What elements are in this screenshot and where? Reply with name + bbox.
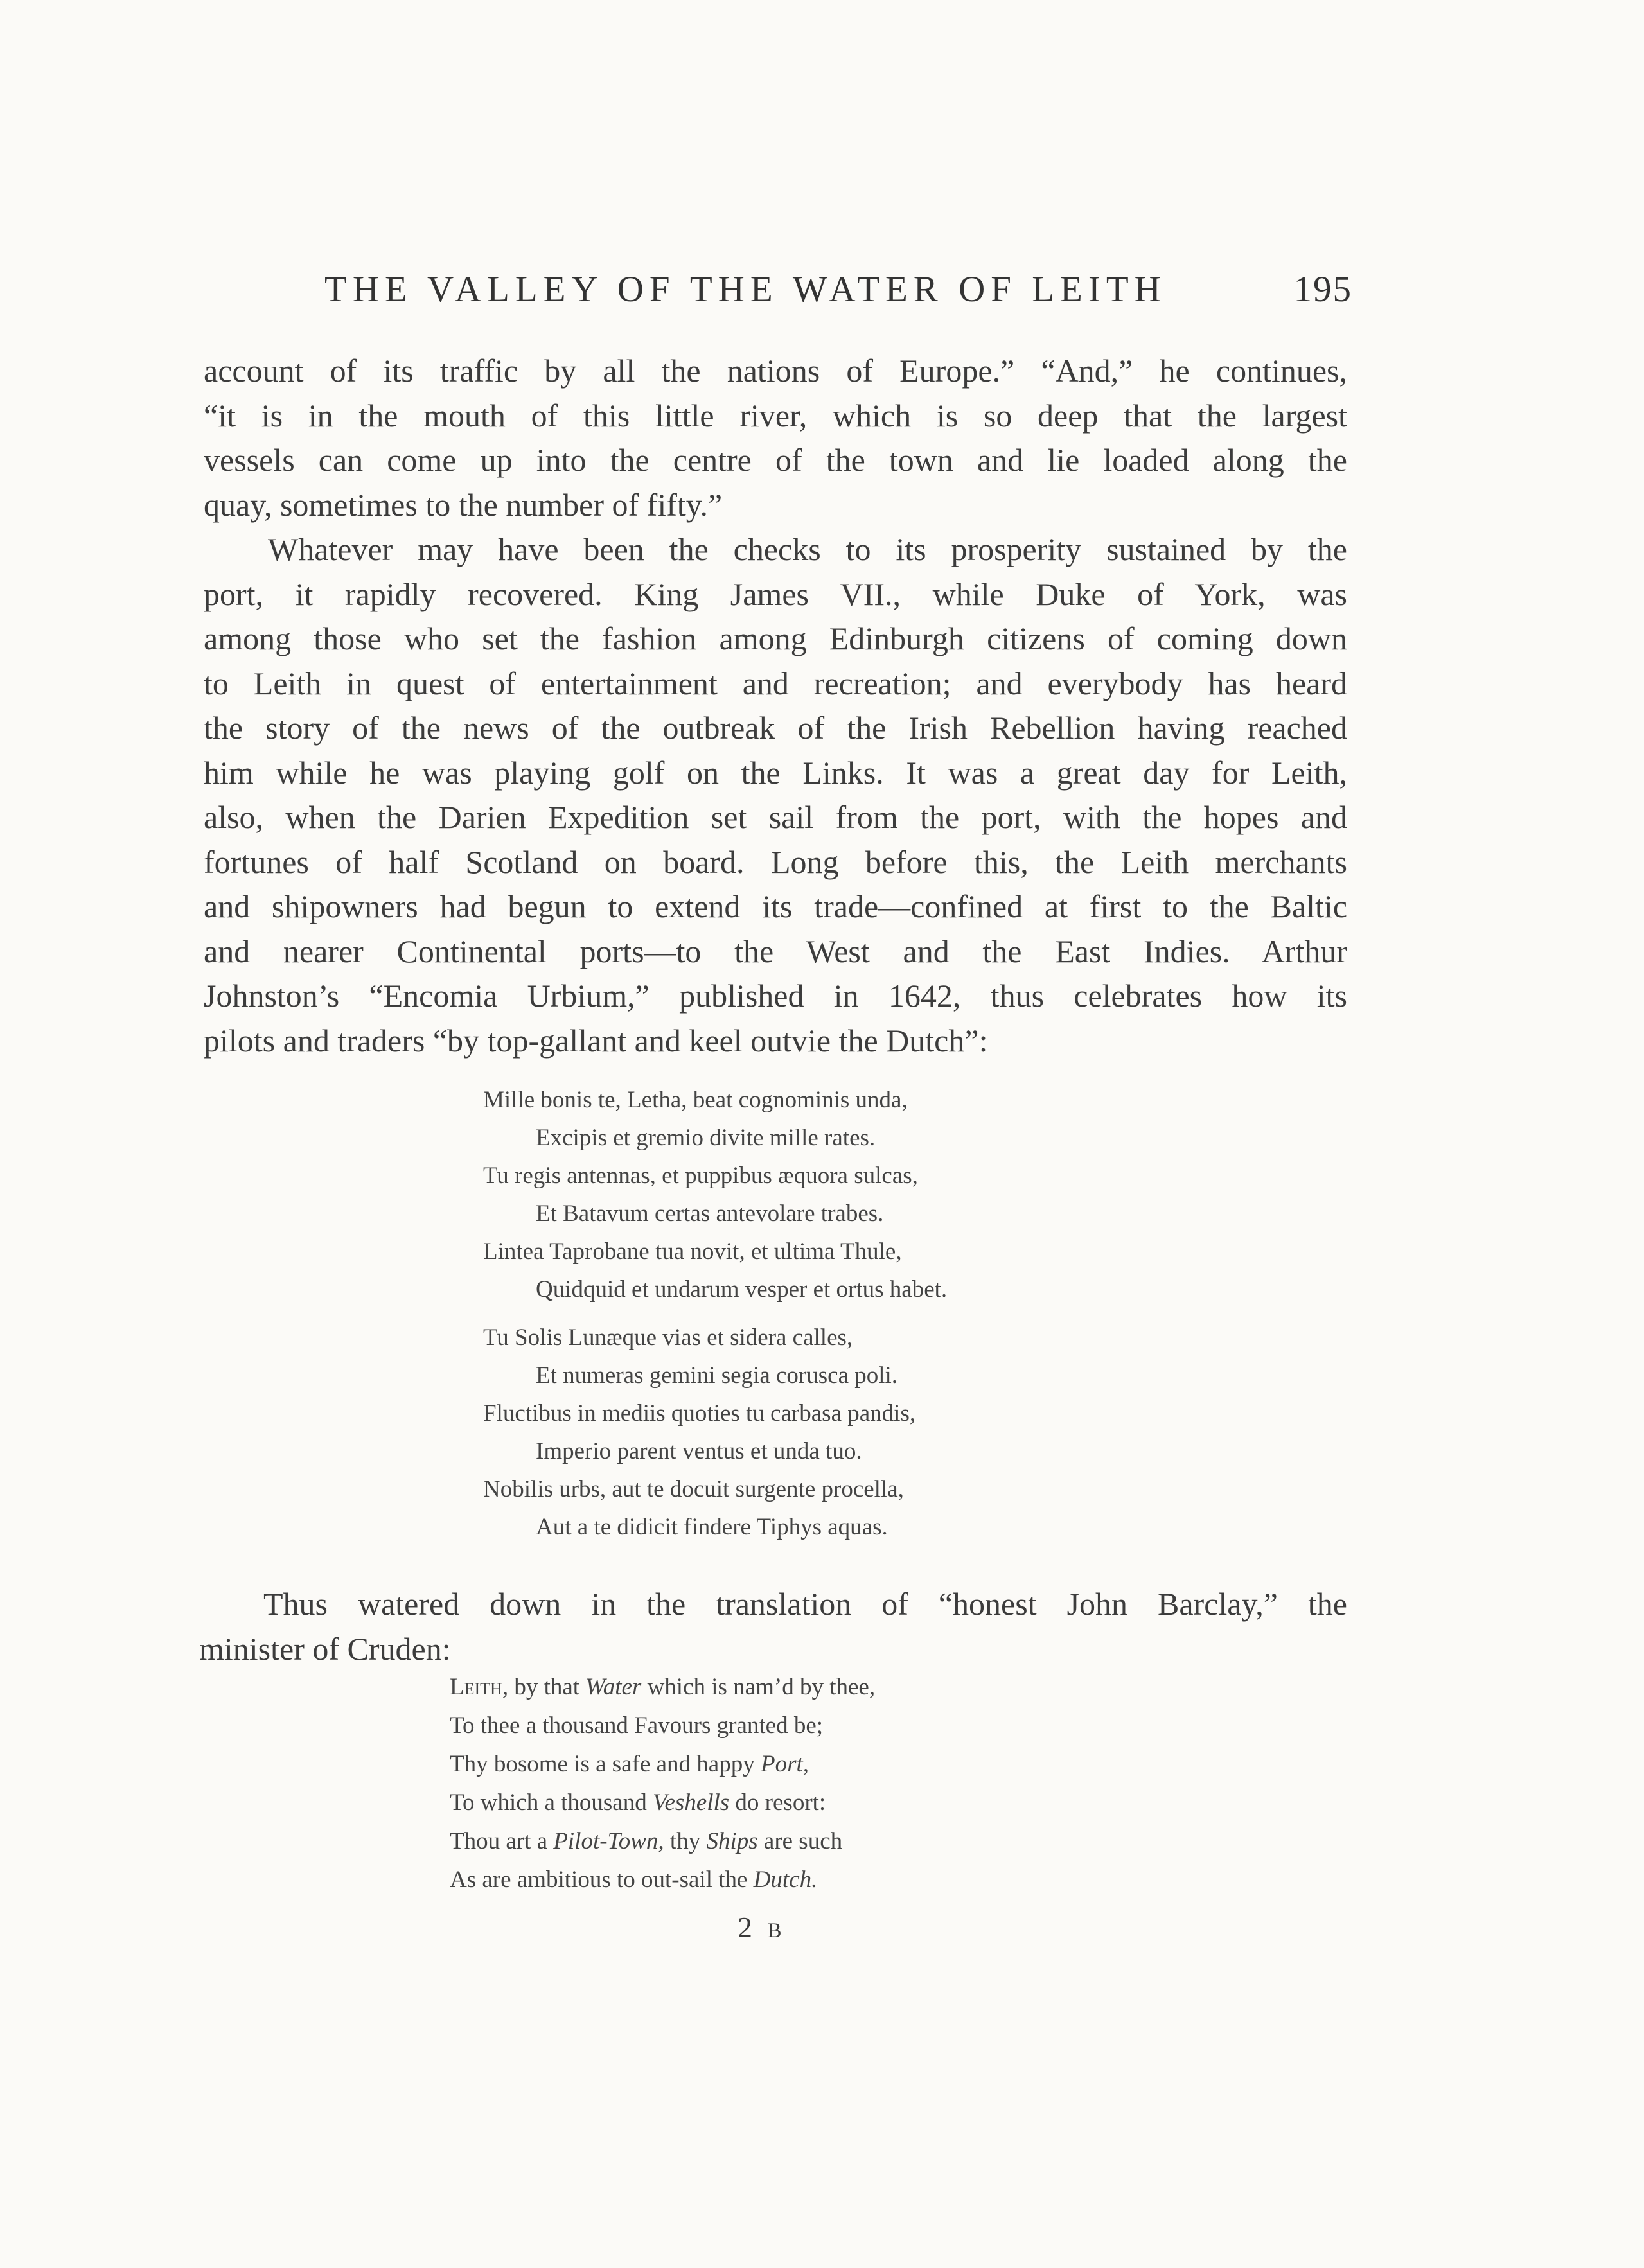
- verse-line: [450, 1784, 875, 1822]
- text-line: Thus watered down in the translation of “honest John Barclay,” the: [263, 1586, 1347, 1622]
- text-line: among those who set the fashion among Edinburgh citizens of coming down: [204, 620, 1347, 656]
- verse-text: are such: [757, 1828, 843, 1854]
- verse-line: Lintea Taprobane tua novit, et ultima Thule,: [483, 1238, 902, 1265]
- verse-line: Tu Solis Lunæque vias et sidera calles,: [483, 1324, 853, 1351]
- verse-text: Thy bosome is a safe and happy: [450, 1751, 761, 1777]
- text-line: vessels can come up into the centre of the town and lie loaded along the: [204, 442, 1347, 478]
- verse-text: do resort:: [729, 1789, 826, 1816]
- text-line: minister of Cruden:: [199, 1630, 451, 1667]
- verse-line: Nobilis urbs, aut te docuit surgente procella,: [483, 1476, 904, 1502]
- text-line: quay, sometimes to the number of fifty.”: [204, 486, 723, 523]
- verse-line: To thee a thousand Favours granted be;: [450, 1712, 824, 1739]
- verse-line: Et Batavum certas antevolare trabes.: [536, 1200, 884, 1227]
- verse-line: Fluctibus in mediis quoties tu carbasa pandis,: [483, 1400, 916, 1427]
- paragraph-leith-history: [204, 527, 1347, 1063]
- paragraph-continuation: [204, 349, 1347, 527]
- verse-italic: Ships: [706, 1828, 758, 1854]
- text-line: account of its traffic by all the nations of Europe.” “And,” he continues,: [204, 353, 1347, 389]
- text-line: him while he was playing golf on the Links. It was a great day for Leith,: [204, 754, 1347, 791]
- text-line: port, it rapidly recovered. King James VII., while Duke of York, was: [204, 576, 1347, 612]
- verse-line: Mille bonis te, Letha, beat cognominis unda,: [483, 1087, 908, 1113]
- text-line: also, when the Darien Expedition set sail from the port, with the hopes and: [204, 799, 1347, 835]
- text-line: to Leith in quest of entertainment and recreation; and everybody has heard: [204, 665, 1347, 701]
- verse-line: [450, 1745, 875, 1784]
- text-line: Whatever may have been the checks to its prosperity sustained by the: [268, 531, 1347, 567]
- verse-line: Imperio parent ventus et unda tuo.: [536, 1438, 862, 1464]
- signature-mark: [738, 1910, 786, 1944]
- verse-line: [450, 1861, 875, 1899]
- text-line: fortunes of half Scotland on board. Long before this, the Leith merchants: [204, 843, 1347, 880]
- verse-line: [450, 1668, 875, 1707]
- verse-line: Tu regis antennas, et puppibus æquora sulcas,: [483, 1163, 918, 1189]
- signature-letter: B: [767, 1919, 786, 1942]
- stanza-gap: [483, 1308, 947, 1319]
- verse-text: thy: [664, 1828, 707, 1854]
- verse-text: Thou art a: [450, 1828, 554, 1854]
- verse-smallcaps: Leith: [450, 1674, 502, 1700]
- text-line: the story of the news of the outbreak of the Irish Rebellion having reached: [204, 710, 1347, 746]
- verse-line: Et numeras gemini segia corusca poli.: [536, 1362, 898, 1389]
- verse-text: To which a thousand: [450, 1789, 653, 1816]
- english-verse: [450, 1668, 875, 1899]
- verse-text: which is nam’d by thee,: [641, 1674, 876, 1700]
- running-title: THE VALLEY OF THE WATER OF LEITH: [324, 269, 1167, 310]
- text-line: Johnston’s “Encomia Urbium,” published in 1642, thus celebrates how its: [204, 978, 1347, 1014]
- verse-italic: Dutch.: [753, 1867, 818, 1893]
- verse-line: Quidquid et undarum vesper et ortus habet.: [536, 1276, 948, 1303]
- verse-line: [450, 1822, 875, 1861]
- verse-italic: Port,: [760, 1751, 809, 1777]
- verse-italic: Veshells: [652, 1789, 730, 1816]
- paragraph-translation-intro: [199, 1582, 1347, 1671]
- text-line: and shipowners had begun to extend its trade—confined at first to the Baltic: [204, 888, 1347, 924]
- signature-number: 2: [738, 1911, 756, 1944]
- verse-text: As are ambitious to out-sail the: [450, 1867, 754, 1893]
- running-head: [324, 268, 1352, 313]
- verse-line: Aut a te didicit findere Tiphys aquas.: [536, 1514, 888, 1540]
- text-line: “it is in the mouth of this little river, which is so deep that the largest: [204, 397, 1347, 434]
- latin-verse: [483, 1081, 947, 1546]
- verse-italic: Pilot-Town,: [553, 1828, 664, 1854]
- page-number: 195: [1293, 269, 1352, 310]
- verse-italic: Water: [585, 1674, 642, 1700]
- verse-text: , by that: [502, 1674, 586, 1700]
- text-line: pilots and traders “by top-gallant and keel outvie the Dutch”:: [204, 1022, 988, 1059]
- verse-line: Excipis et gremio divite mille rates.: [536, 1125, 876, 1151]
- text-line: and nearer Continental ports—to the West and the East Indies. Arthur: [204, 933, 1347, 969]
